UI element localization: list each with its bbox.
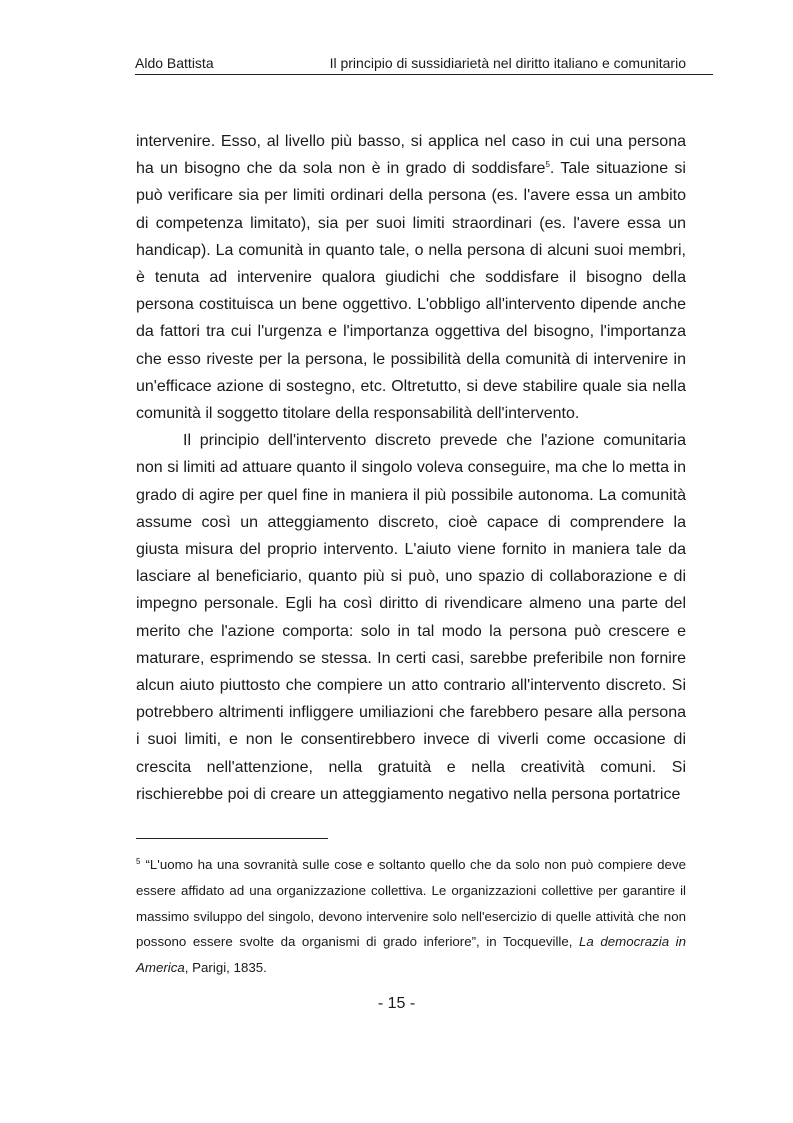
footnote-text-end: , Parigi, 1835. (184, 960, 267, 976)
body-text (136, 128, 686, 808)
header-author: Aldo Battista (135, 55, 214, 71)
running-header (135, 54, 713, 75)
footnote-book-title: La democrazia in America (136, 934, 686, 976)
paragraph-1-text-end: . Tale situazione si può verificare sia per limiti ordinari della persona (es. l'avere essa un ambito di competenza limitato), sia per suoi limiti straordinari (es. l'avere essa un handicap). La comunità in quanto tale, o nella persona di alcuni suoi membri, è tenuta ad intervenire qualora giudichi che soddisfare il bisogno della persona costituisca un bene oggettivo. L'obbligo all'intervento dipende anche da fattori tra cui l'urgenza e l'importanza oggettiva del bisogno, l'importanza che esso riveste per la persona, le possibilità della comunità di intervenire in un'efficace azione di sostegno, etc. Oltretutto, si deve stabilire quale sia nella comunità il soggetto titolare della responsabilità dell'intervento. (136, 160, 686, 423)
footnote-5 (136, 852, 686, 981)
header-title: Il principio di sussidiarietà nel diritto italiano e comunitario (329, 55, 686, 71)
footnote-separator (136, 838, 328, 839)
page-number: - 15 - (377, 995, 416, 1012)
footnote-reference-5[interactable]: 5 (545, 160, 550, 170)
paragraph-2: Il principio dell'intervento discreto prevede che l'azione comunitaria non si limiti ad attuare quanto il singolo voleva conseguire, ma che lo metta in grado di agire per quel fine in maniera il più possibile autonoma. La comunità assume così un atteggiamento discreto, cioè capace di comprendere la giusta misura del proprio intervento. L'aiuto viene fornito in maniera tale da lasciare al beneficiario, quanto più si può, uno spazio di collaborazione e di impegno personale. Egli ha così diritto di rivendicare almeno una parte del merito che l'azione comporta: solo in tal modo la persona può crescere e maturare, esprimendo se stessa. In certi casi, sarebbe preferibile non fornire alcun aiuto piuttosto che compiere un atto contrario all'intervento discreto. Si potrebbero altrimenti infliggere umiliazioni che farebbero pesare alla persona i suoi limiti, e non le consentirebbero invece di viverli come occasione di crescita nell'attenzione, nella gratuità e nella creatività comuni. Si rischierebbe poi di creare un atteggiamento negativo nella persona portatrice (136, 432, 686, 803)
footnote-text-start: “L'uomo ha una sovranità sulle cose e soltanto quello che da solo non può compiere deve essere affidato ad una organizzazione collettiva. Le organizzazioni collettive per garantire il massimo sviluppo del singolo, devono intervenire solo nell'esercizio di quelle attività che non possono essere svolte da organismi di grado inferiore”, in Tocqueville, (136, 857, 686, 950)
paragraph-1-text-start: intervenire. Esso, al livello più basso, si applica nel caso in cui una persona ha un bisogno che da sola non è in grado di soddisfare (136, 133, 686, 178)
paragraph-1 (136, 128, 686, 427)
footnote-number: 5 (136, 857, 141, 866)
